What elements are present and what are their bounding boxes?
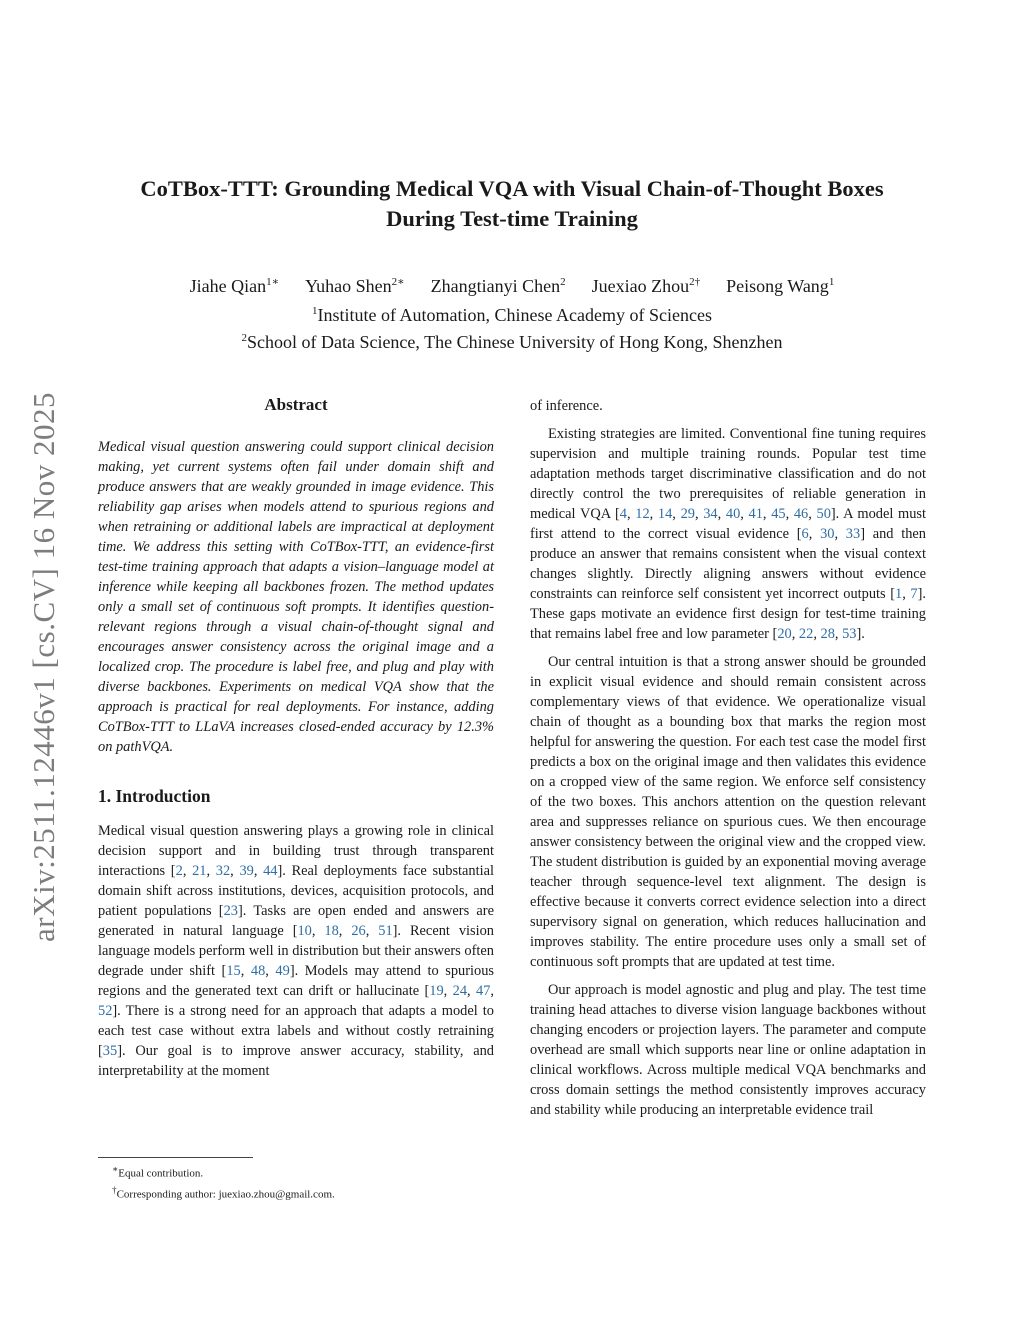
- author: Yuhao Shen$^{2∗}$: [305, 276, 405, 296]
- section-heading-introduction: 1. Introduction: [98, 786, 211, 806]
- intro-paragraph: Medical visual question answering plays a growing role in clinical decision support and in building trust through transparent interactions [2, 21, 32, 39, 44]. Real deployments face substantial domain shift across institutions, devices, acquisition protocols, and patient populations [23]. Tasks are open ended and answers are generated in natural language [10, 18, 26, 51]. Recent vision language models perform well in distribution but their answers often degrade under shift [15, 48, 49]. Models may attend to spurious regions and the generated text can drift or hallucinate [19, 24, 47, 52]. There is a strong need for an approach that adapts a model to each test case without extra labels and without costly retraining [35]. Our goal is to improve answer accuracy, stability, and interpretability at the moment: [98, 823, 495, 1079]
- citation-link[interactable]: 44: [263, 863, 278, 879]
- citation-link[interactable]: 18: [324, 923, 339, 939]
- citation-link[interactable]: 14: [657, 506, 673, 522]
- citation-link[interactable]: 24: [452, 983, 468, 999]
- affiliation-list: [100, 300, 924, 354]
- citation-link[interactable]: 15: [226, 963, 241, 979]
- citation-link[interactable]: 32: [215, 863, 231, 879]
- citation-link[interactable]: 34: [703, 506, 718, 522]
- citation-link[interactable]: 4: [619, 506, 627, 522]
- title-line-1: CoTBox-TTT: Grounding Medical VQA with Visual Chain-of-Thought Boxes: [140, 176, 884, 201]
- arxiv-stamp: [22, 372, 66, 962]
- citation-link[interactable]: 26: [351, 923, 366, 939]
- citation-link[interactable]: 52: [98, 1003, 113, 1019]
- paper-title: [100, 174, 924, 234]
- body-paragraph: Our central intuition is that a strong answer should be grounded in explicit visual evidence and should remain consistent across complementary views of that evidence. We operationalize visual chain of thought as a bounding box that marks the region most helpful for answering the question. For each test case the model first predicts a box on the original image and then validates this evidence on a cropped view of the same region. We enforce self consistency of the two boxes. This anchors attention on the question relevant area and suppresses reliance on spurious cues. We then encourage answer consistency between the original view and the cropped view. The student distribution is guided by an exponential moving average teacher through sequence-level text alignment. The design is effective because it converts correct evidence selection into a direct supervisory signal on generation, which reduces hallucination and improves stability. The entire procedure uses only a small set of continuous soft prompts that are updated at test time.: [530, 654, 926, 970]
- author: Zhangtianyi Chen$^2$: [430, 276, 566, 296]
- abstract-body: Medical visual question answering could support clinical decision making, yet current systems often fail under domain shift and produce answers that are weakly grounded in image evidence. This reliability gap arises when models attend to spurious regions and when retraining or additional labels are impractical at deployment time. We address this setting with CoTBox-TTT, an evidence-first test-time training approach that adapts a vision–language model at inference while keeping all backbones frozen. The method updates only a small set of continuous soft prompts. It identifies question-relevant regions through a visual chain-of-thought signal and encourages answer consistency across the original image and a localized crop. The procedure is label free, and plug and play with diverse backbones. Experiments on medical VQA show that the approach is practical for real deployments. For instance, adding CoTBox-TTT to LLaVA increases closed-ended accuracy by 12.3% on pathVQA.: [98, 439, 494, 755]
- citation-link[interactable]: 45: [771, 506, 786, 522]
- left-column: [98, 394, 494, 1089]
- footnote-corresponding-author: †Corresponding author: juexiao.zhou@gmail.com.: [112, 1184, 335, 1201]
- citation-link[interactable]: 39: [239, 863, 254, 879]
- citation-link[interactable]: 7: [910, 586, 918, 602]
- citation-link[interactable]: 12: [635, 506, 650, 522]
- citation-link[interactable]: 2: [175, 863, 183, 879]
- citation-link[interactable]: 49: [275, 963, 290, 979]
- citation-link[interactable]: 46: [793, 506, 809, 522]
- author-list: [100, 271, 924, 297]
- body-paragraph: Existing strategies are limited. Conventional fine tuning requires supervision and multiple training rounds. Popular test time adaptation methods target discriminative classification and do not directly control the two prerequisites of reliable generation in medical VQA [4, 12, 14, 29, 34, 40, 41, 45, 46, 50]. A model must first attend to the correct visual evidence [6, 30, 33] and then produce an answer that remains consistent when the visual context changes slightly. Directly aligning answers without evidence constraints can reinforce self consistent yet incorrect outputs [1, 7]. These gaps motivate an evidence first design for test-time training that remains label free and low parameter [20, 22, 28, 53].: [530, 426, 927, 642]
- citation-link[interactable]: 1: [895, 586, 903, 602]
- citation-link[interactable]: 10: [297, 923, 312, 939]
- footnotes: [98, 1161, 494, 1202]
- citation-link[interactable]: 6: [801, 526, 809, 542]
- citation-link[interactable]: 23: [223, 903, 238, 919]
- citation-link[interactable]: 41: [748, 506, 763, 522]
- citation-link[interactable]: 30: [820, 526, 835, 542]
- footnote-divider: [98, 1157, 253, 1158]
- citation-link[interactable]: 29: [680, 506, 695, 522]
- citation-link[interactable]: 51: [378, 923, 393, 939]
- citation-link[interactable]: 21: [192, 863, 207, 879]
- citation-link[interactable]: 53: [842, 626, 857, 642]
- author: Jiahe Qian$^{1∗}$: [189, 276, 280, 296]
- author: Peisong Wang$^1$: [726, 276, 835, 296]
- citation-link[interactable]: 50: [816, 506, 831, 522]
- author: Juexiao Zhou$^{2\dagger}$: [591, 276, 701, 296]
- citation-link[interactable]: 28: [820, 626, 835, 642]
- citation-link[interactable]: 19: [429, 983, 444, 999]
- right-column: [530, 396, 926, 1128]
- arxiv-identifier: arXiv:2511.12446v1 [cs.CV] 16 Nov 2025: [26, 392, 61, 942]
- title-line-2: During Test-time Training: [386, 206, 638, 231]
- citation-link[interactable]: 33: [845, 526, 861, 542]
- body-paragraph: Our approach is model agnostic and plug and play. The test time training head attaches to diverse vision language backbones without changing encoders or projection layers. The parameter and compute overhead are small which supports near line or online adaptation in clinical workflows. Across multiple medical VQA benchmarks and cross domain settings the method consistently improves accuracy and stability while producing an interpretable evidence trail: [530, 982, 926, 1118]
- citation-link[interactable]: 40: [725, 506, 741, 522]
- affiliation: $^2$School of Data Science, The Chinese University of Hong Kong, Shenzhen: [241, 332, 783, 352]
- paragraph-continuation: of inference.: [530, 398, 603, 414]
- abstract-heading: Abstract: [264, 395, 328, 414]
- citation-link[interactable]: 48: [250, 963, 266, 979]
- citation-link[interactable]: 22: [798, 626, 814, 642]
- affiliation: $^1$Institute of Automation, Chinese Academy of Sciences: [312, 305, 712, 325]
- citation-link[interactable]: 20: [777, 626, 792, 642]
- footnote-equal-contribution: ∗Equal contribution.: [112, 1164, 204, 1180]
- citation-link[interactable]: 47: [476, 983, 491, 999]
- citation-link[interactable]: 35: [102, 1043, 118, 1059]
